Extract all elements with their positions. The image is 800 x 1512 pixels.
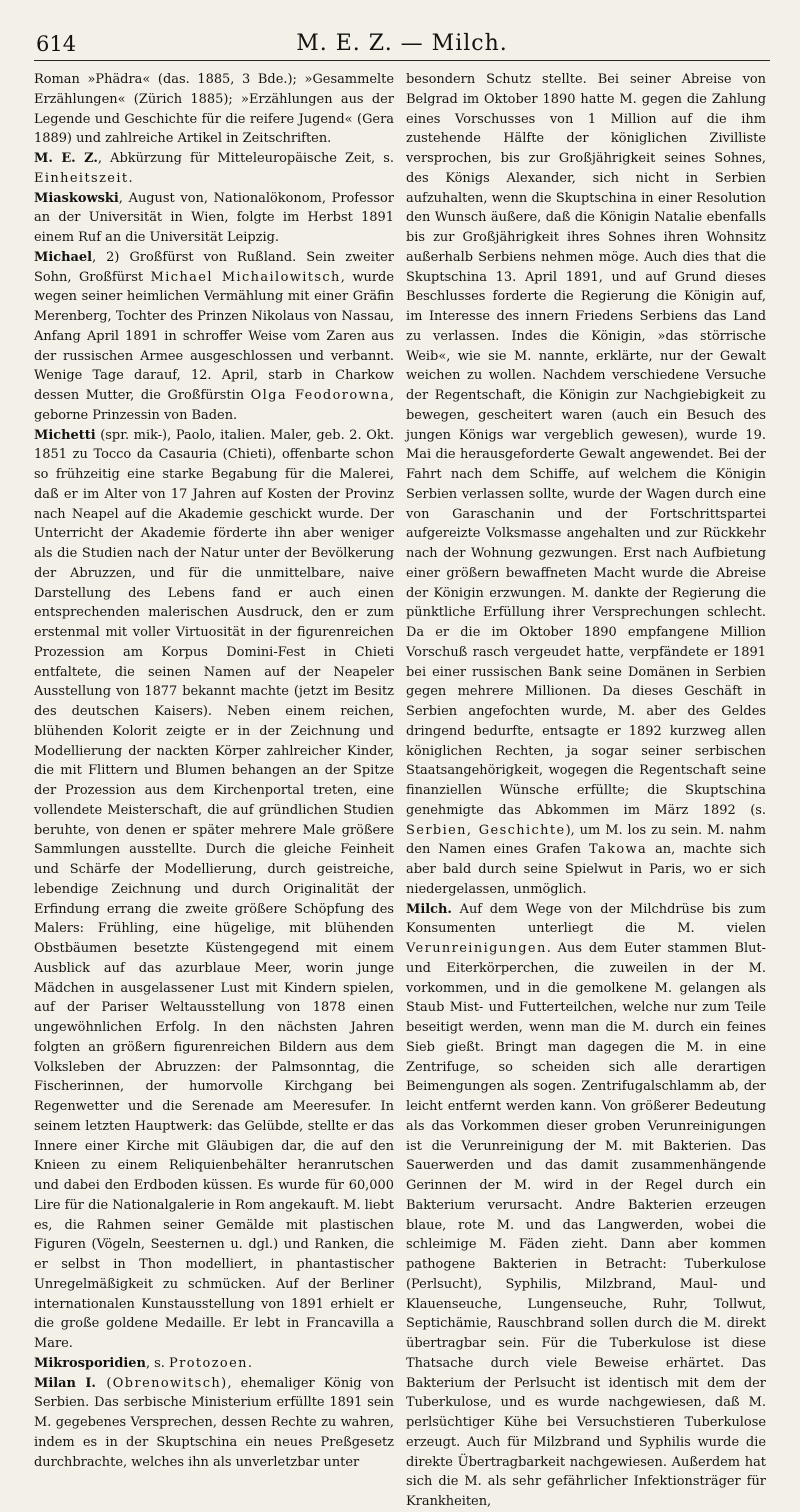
cross-reference-protozoen: Protozoen. (169, 1355, 254, 1371)
name-takowa: Takowa (588, 842, 648, 858)
entry-title-miaskowski: Miaskowski (34, 190, 119, 206)
entry-miaskowski (34, 189, 394, 248)
entry-milan (34, 1374, 394, 1473)
right-column (406, 70, 766, 1509)
entry-mikrosporidien (34, 1354, 394, 1374)
entry-mez (34, 149, 394, 189)
entry-title-michetti: Michetti (34, 427, 96, 443)
entry-text-michael-1: , 2) Großfürst von Rußland. Sein zweiter Sohn, Großfürst (34, 249, 394, 285)
entry-title-michael: Michael (34, 249, 93, 265)
name-olga-feodorowna: Olga Feodorowna (250, 388, 390, 403)
entry-text-milan-continued-2: ), um M. los zu sein. M. nahm den Namen eines Grafen (406, 822, 766, 858)
entry-text-milan: , ehemaliger König von Serbien. Das serbische Ministerium erfüllte 1891 sein M. gegebenes Versprechen, dessen Rechte zu wahren, indem es in der Skuptschina ein neues Preßgesetz durchbrachte, welches ihn als unverletzbar unter (34, 1375, 395, 1470)
entry-michael (34, 248, 394, 426)
entry-title-mikrosporidien: Mikrosporidien (34, 1355, 146, 1371)
cross-reference-serbien: Serbien, Geschichte (406, 822, 566, 838)
running-head: M. E. Z. — Milch. (296, 31, 508, 56)
entry-milch (406, 900, 766, 1512)
entry-text-milch-1: Auf dem Wege von der Milchdrüse bis zum Konsumenten unterliegt die M. vielen (406, 901, 766, 937)
entry-text-mez: , Abkürzung für Mitteleuropäische Zeit, s. (97, 151, 394, 166)
entry-text-mikrosporidien: , s. (145, 1355, 170, 1371)
entry-michetti (34, 426, 394, 1354)
entry-title-milch: Milch. (406, 901, 452, 917)
entry-title-milan: Milan I. (34, 1375, 96, 1391)
entry-text-milch-2: . Aus dem Euter stammen Blut- und Eiterkörperchen, die zuweilen in der M. vorkommen, und in die gemolkene M. gelangen als Staub Mist- und Futterteilchen, welche nur zum Teile beseitigt werden, wenn man die M. durch ein feines Sieb gießt. Bringt man dagegen die M. in eine Zentrifuge, so scheiden sich alle derartigen Beimengungen als sogen. Zentrifugalschlamm ab, der leicht entfernt werden kann. Von größerer Bedeutung als das Vorkommen dieser groben Verunreinigungen ist die Verunreinigung der M. mit Bakterien. Das Sauerwerden und das damit zusammenhängende Gerinnen der M. wird in der Regel durch ein Bakterium verursacht. Andre Bakterien erzeugen blaue, rote M. und das Langwerden, wobei die schleimige M. Fäden zieht. Dann aber kommen pathogene Bakterien in Betracht: Tuberkulose (Perlsucht), Syphilis, Milzbrand, Maul- und Klauenseuche, Lungenseuche, Ruhr, Tollwut, Septichämie, Rauschbrand sollen durch die M. direkt übertragbar sein. Für die Tuberkulose ist diese Thatsache durch viele Beweise erhärtet. Das Bakterium der Perlsucht ist identisch mit dem der Tuberkulose, und es wurde nachgewiesen, daß M. perlsüchtiger Kühe bei Versuchstieren Tuberkulose erzeugt. Auch für Milzbrand und Syphilis wurde die direkte Übertragbarkeit nachgewiesen. Außerdem hat sich die M. als sehr gefährlicher Infektionsträger für Krankheiten, (406, 941, 766, 1509)
entry-text-miaskowski: , August von, Nationalökonom, Professor an der Universität in Wien, folgte im Herbst 1891 einem Ruf an die Universität Leipzig. (34, 190, 394, 245)
name-michael-michailowitsch: Michael Michailowitsch (150, 269, 341, 285)
text-columns (34, 70, 770, 1509)
entry-text-michael-2: , wurde wegen seiner heimlichen Vermählung mit einer Gräfin Merenberg, Tochter des Prinzen Nikolaus von Nassau, Anfang April 1891 in schroffer Weise vom Zaren aus der russischen Armee ausgeschlossen und verbannt. Wenige Tage darauf, 12. April, starb in Charkow dessen Mutter, die Großfürstin (34, 269, 394, 403)
term-verunreinigungen: Verunreinigungen (406, 941, 547, 956)
entry-text-michael-3: , geborne Prinzessin von Baden. (34, 388, 394, 423)
name-obrenowitsch: (Obrenowitsch) (95, 1375, 228, 1391)
left-column (34, 70, 395, 1470)
entry-text-milan-continued-3: an, machte sich aber bald durch seine Spielwut in Paris, wo er sich niedergelassen, unmöglich. (406, 842, 766, 897)
entry-text-michetti: (spr. mik-), Paolo, italien. Maler, geb. 2. Okt. 1851 zu Tocco da Casauria (Chieti), offenbarte schon so frühzeitig eine starke Begabung für die Malerei, daß er im Alter von 17 Jahren auf Kosten der Provinz nach Neapel auf die Akademie geschickt wurde. Der Unterricht der Akademie förderte ihn aber weniger als die Studien nach der Natur unter der Bevölkerung der Abruzzen, und für die unmittelbare, naive Darstellung des Lebens fand er auch einen entsprechenden malerischen Ausdruck, den er zum erstenmal mit voller Virtuosität in der figurenreichen Prozession am Korpus Domini-Fest in Chieti entfaltete, die seinen Namen auf der Neapeler Ausstellung von 1877 bekannt machte (jetzt im Besitz des deutschen Kaisers). Neben einem reichen, blühenden Kolorit zeigte er in der Zeichnung und Modellierung der nackten Körper zahlreicher Kinder, die mit Flittern und Blumen behangen an der Spitze der Prozession aus dem Kirchenportal treten, eine vollendete Meisterschaft, die auf gründlichen Studien beruhte, von denen er später mehrere Male größere Sammlungen ausstellte. Durch die gleiche Feinheit und Schärfe der Modellierung, durch geistreiche, lebendige Zeichnung und durch Originalität der Erfindung errang die zweite größere Schöpfung des Malers: Frühling, eine hügelige, mit blühenden Obstbäumen besetzte Küstengegend mit einem Ausblick auf das azurblaue Meer, worin junge Mädchen in ausgelassener Lust mit Kindern spielen, auf der Pariser Weltausstellung von 1878 einen ungewöhnlichen Erfolg. In den nächsten Jahren folgten an größern figurenreichen Bildern aus dem Volksleben der Abruzzen: der Palmsonntag, die Fischerinnen, der humorvolle Kirchgang bei Regenwetter und die Serenade am Meeresufer. In seinem letzten Hauptwerk: das Gelübde, stellte er das Innere einer Kirche mit Gläubigen dar, die auf den Knieen zu einem Reliquienbehälter heranrutschen und dabei den Erdboden küssen. Es wurde für 60,000 Lire für die Nationalgalerie in Rom angekauft. M. liebt es, die Rahmen seiner Gemälde mit plastischen Figuren (Vögeln, Seesternen u. dgl.) und Ranken, die er selbst in Thon modelliert, in phantastischer Unregelmäßigkeit zu schmücken. Auf der Berliner internationalen Kunstausstellung von 1891 erhielt er die große goldene Medaille. Er lebt in Francavilla a Mare. (34, 427, 394, 1351)
page-number: 614 (36, 32, 77, 56)
page-header (34, 28, 770, 61)
continuation-milan (406, 70, 766, 900)
entry-title-mez: M. E. Z. (34, 151, 98, 166)
continuation-paragraph: Roman »Phädra« (das. 1885, 3 Bde.); »Gesammelte Erzählungen« (Zürich 1885); »Erzählungen aus der Legende und Geschichte für die reifere Jugend« (Gera 1889) und zahlreiche Artikel in Zeitschriften. (34, 72, 394, 147)
entry-text-milan-continued: besondern Schutz stellte. Bei seiner Abreise von Belgrad im Oktober 1890 hatte M. gegen die Zahlung eines Vorschusses von 1 Million auf die ihm zustehende Hälfte der königlichen Zivilliste versprochen, bis zur Großjährigkeit seines Sohnes, des Königs Alexander, sich nicht in Serbien aufzuhalten, wenn die Skuptschina in einer Resolution den Wunsch äußere, daß die Königin Natalie ebenfalls bis zur Großjährigkeit ihres Sohnes ihren Wohnsitz außerhalb Serbiens nehmen möge. Auch dies that die Skuptschina 13. April 1891, und auf Grund dieses Beschlusses forderte die Regierung die Königin auf, im Interesse des innern Friedens Serbiens das Land zu verlassen. Indes die Königin, »das störrische Weib«, wie sie M. nannte, erklärte, nur der Gewalt weichen zu wollen. Nachdem verschiedene Versuche der Regentschaft, die Königin zur Nachgiebigkeit zu bewegen, gescheitert waren (auch ein Besuch des jungen Königs war vergeblich gewesen), wurde 19. Mai die herausgeforderte Gewalt angewendet. Bei der Fahrt nach dem Schiffe, auf welchem die Königin Serbien verlassen sollte, wurde der Wagen durch eine von Garaschanin und der Fortschrittspartei aufgereizte Volksmasse angehalten und zur Rückkehr nach der Wohnung gezwungen. Erst nach Aufbietung einer größern bewaffneten Macht wurde die Abreise der Königin erzwungen. M. dankte der Regierung die pünktliche Erfüllung ihrer Versprechungen schlecht. Da er die im Oktober 1890 empfangene Million Vorschuß rasch vergeudet hatte, verpfändete er 1891 bei einer russischen Bank seine Domänen in Serbien gegen mehrere Millionen. Da dieses Geschäft in Serbien angefochten wurde, M. aber des Geldes dringend bedurfte, entsagte er 1892 kurzweg allen königlichen Rechten, ja sogar seiner serbischen Staatsangehörigkeit, wogegen die Regentschaft seine finanziellen Wünsche erfüllte; die Skuptschina genehmigte das Abkommen im März 1892 (s. (406, 72, 766, 818)
cross-reference-einheitszeit: Einheitszeit. (34, 170, 135, 186)
